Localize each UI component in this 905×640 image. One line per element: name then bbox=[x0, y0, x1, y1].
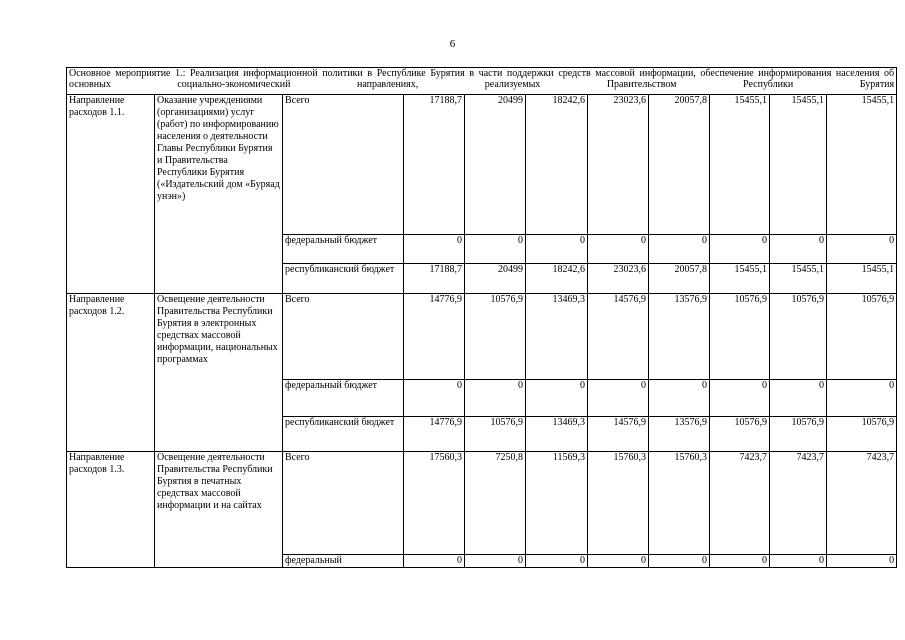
amount-cell: 14776,9 bbox=[404, 294, 465, 380]
funding-source: Всего bbox=[283, 294, 404, 380]
amount-cell: 17560,3 bbox=[404, 452, 465, 555]
funding-source: федеральный bbox=[283, 555, 404, 568]
amount-cell: 0 bbox=[649, 235, 710, 264]
table-row bbox=[67, 95, 897, 235]
amount-cell: 10576,9 bbox=[465, 294, 526, 380]
amount-cell: 17188,7 bbox=[404, 95, 465, 235]
amount-cell: 7423,7 bbox=[770, 452, 827, 555]
amount-cell: 15455,1 bbox=[710, 264, 770, 294]
amount-cell: 0 bbox=[827, 235, 897, 264]
amount-cell: 13576,9 bbox=[649, 294, 710, 380]
amount-cell: 14576,9 bbox=[588, 294, 649, 380]
funding-source: республиканский бюджет bbox=[283, 417, 404, 452]
amount-cell: 0 bbox=[465, 235, 526, 264]
amount-cell: 10576,9 bbox=[827, 417, 897, 452]
direction-name: Направление расходов 1.1. bbox=[67, 95, 155, 294]
direction-name: Направление расходов 1.3. bbox=[67, 452, 155, 568]
amount-cell: 20499 bbox=[465, 95, 526, 235]
amount-cell: 10576,9 bbox=[710, 417, 770, 452]
amount-cell: 0 bbox=[710, 555, 770, 568]
amount-cell: 23023,6 bbox=[588, 264, 649, 294]
funding-source: Всего bbox=[283, 452, 404, 555]
amount-cell: 20499 bbox=[465, 264, 526, 294]
page-number: 6 bbox=[449, 38, 456, 50]
amount-cell: 15760,3 bbox=[649, 452, 710, 555]
amount-cell: 0 bbox=[649, 555, 710, 568]
amount-cell: 11569,3 bbox=[526, 452, 588, 555]
budget-table bbox=[66, 67, 897, 568]
amount-cell: 0 bbox=[404, 555, 465, 568]
amount-cell: 0 bbox=[526, 380, 588, 417]
main-event-row bbox=[67, 68, 897, 95]
amount-cell: 15455,1 bbox=[710, 95, 770, 235]
activity-description: Оказание учреждениями (организациями) услуг (работ) по информированию населения о деятельности Главы Республики Бурятия и Правительства Республики Бурятия («Издательский дом «Буряад унэн») bbox=[155, 95, 283, 294]
amount-cell: 0 bbox=[770, 235, 827, 264]
amount-cell: 18242,6 bbox=[526, 95, 588, 235]
amount-cell: 0 bbox=[770, 380, 827, 417]
amount-cell: 15455,1 bbox=[827, 95, 897, 235]
funding-source: Всего bbox=[283, 95, 404, 235]
amount-cell: 14576,9 bbox=[588, 417, 649, 452]
amount-cell: 7423,7 bbox=[710, 452, 770, 555]
amount-cell: 13469,3 bbox=[526, 417, 588, 452]
main-event-title: Основное мероприятие 1.: Реализация информационной политики в Республике Бурятия в части поддержки средств массовой информации, обеспечение информирования населения об основных социально-экономический направлениях, реализуемых Правительством Республики Бурятия bbox=[67, 68, 897, 95]
amount-cell: 0 bbox=[649, 380, 710, 417]
amount-cell: 0 bbox=[827, 555, 897, 568]
amount-cell: 14776,9 bbox=[404, 417, 465, 452]
amount-cell: 10576,9 bbox=[770, 417, 827, 452]
amount-cell: 7423,7 bbox=[827, 452, 897, 555]
amount-cell: 0 bbox=[465, 380, 526, 417]
table-row bbox=[67, 452, 897, 555]
amount-cell: 15455,1 bbox=[770, 95, 827, 235]
funding-source: республиканский бюджет bbox=[283, 264, 404, 294]
amount-cell: 0 bbox=[827, 380, 897, 417]
amount-cell: 0 bbox=[710, 235, 770, 264]
amount-cell: 13576,9 bbox=[649, 417, 710, 452]
amount-cell: 0 bbox=[710, 380, 770, 417]
amount-cell: 13469,3 bbox=[526, 294, 588, 380]
amount-cell: 0 bbox=[404, 235, 465, 264]
amount-cell: 0 bbox=[526, 555, 588, 568]
table-row bbox=[67, 294, 897, 380]
activity-description: Освещение деятельности Правительства Республики Бурятия в печатных средствах массовой информации и на сайтах bbox=[155, 452, 283, 568]
amount-cell: 0 bbox=[588, 380, 649, 417]
amount-cell: 10576,9 bbox=[710, 294, 770, 380]
amount-cell: 20057,8 bbox=[649, 264, 710, 294]
amount-cell: 0 bbox=[465, 555, 526, 568]
amount-cell: 10576,9 bbox=[465, 417, 526, 452]
amount-cell: 15760,3 bbox=[588, 452, 649, 555]
amount-cell: 10576,9 bbox=[770, 294, 827, 380]
amount-cell: 15455,1 bbox=[827, 264, 897, 294]
amount-cell: 7250,8 bbox=[465, 452, 526, 555]
amount-cell: 0 bbox=[588, 235, 649, 264]
amount-cell: 0 bbox=[588, 555, 649, 568]
amount-cell: 18242,6 bbox=[526, 264, 588, 294]
direction-name: Направление расходов 1.2. bbox=[67, 294, 155, 452]
amount-cell: 15455,1 bbox=[770, 264, 827, 294]
amount-cell: 10576,9 bbox=[827, 294, 897, 380]
amount-cell: 17188,7 bbox=[404, 264, 465, 294]
amount-cell: 23023,6 bbox=[588, 95, 649, 235]
amount-cell: 0 bbox=[526, 235, 588, 264]
funding-source: федеральный бюджет bbox=[283, 235, 404, 264]
amount-cell: 0 bbox=[404, 380, 465, 417]
activity-description: Освещение деятельности Правительства Республики Бурятия в электронных средствах массовой информации, национальных программах bbox=[155, 294, 283, 452]
amount-cell: 0 bbox=[770, 555, 827, 568]
funding-source: федеральный бюджет bbox=[283, 380, 404, 417]
amount-cell: 20057,8 bbox=[649, 95, 710, 235]
